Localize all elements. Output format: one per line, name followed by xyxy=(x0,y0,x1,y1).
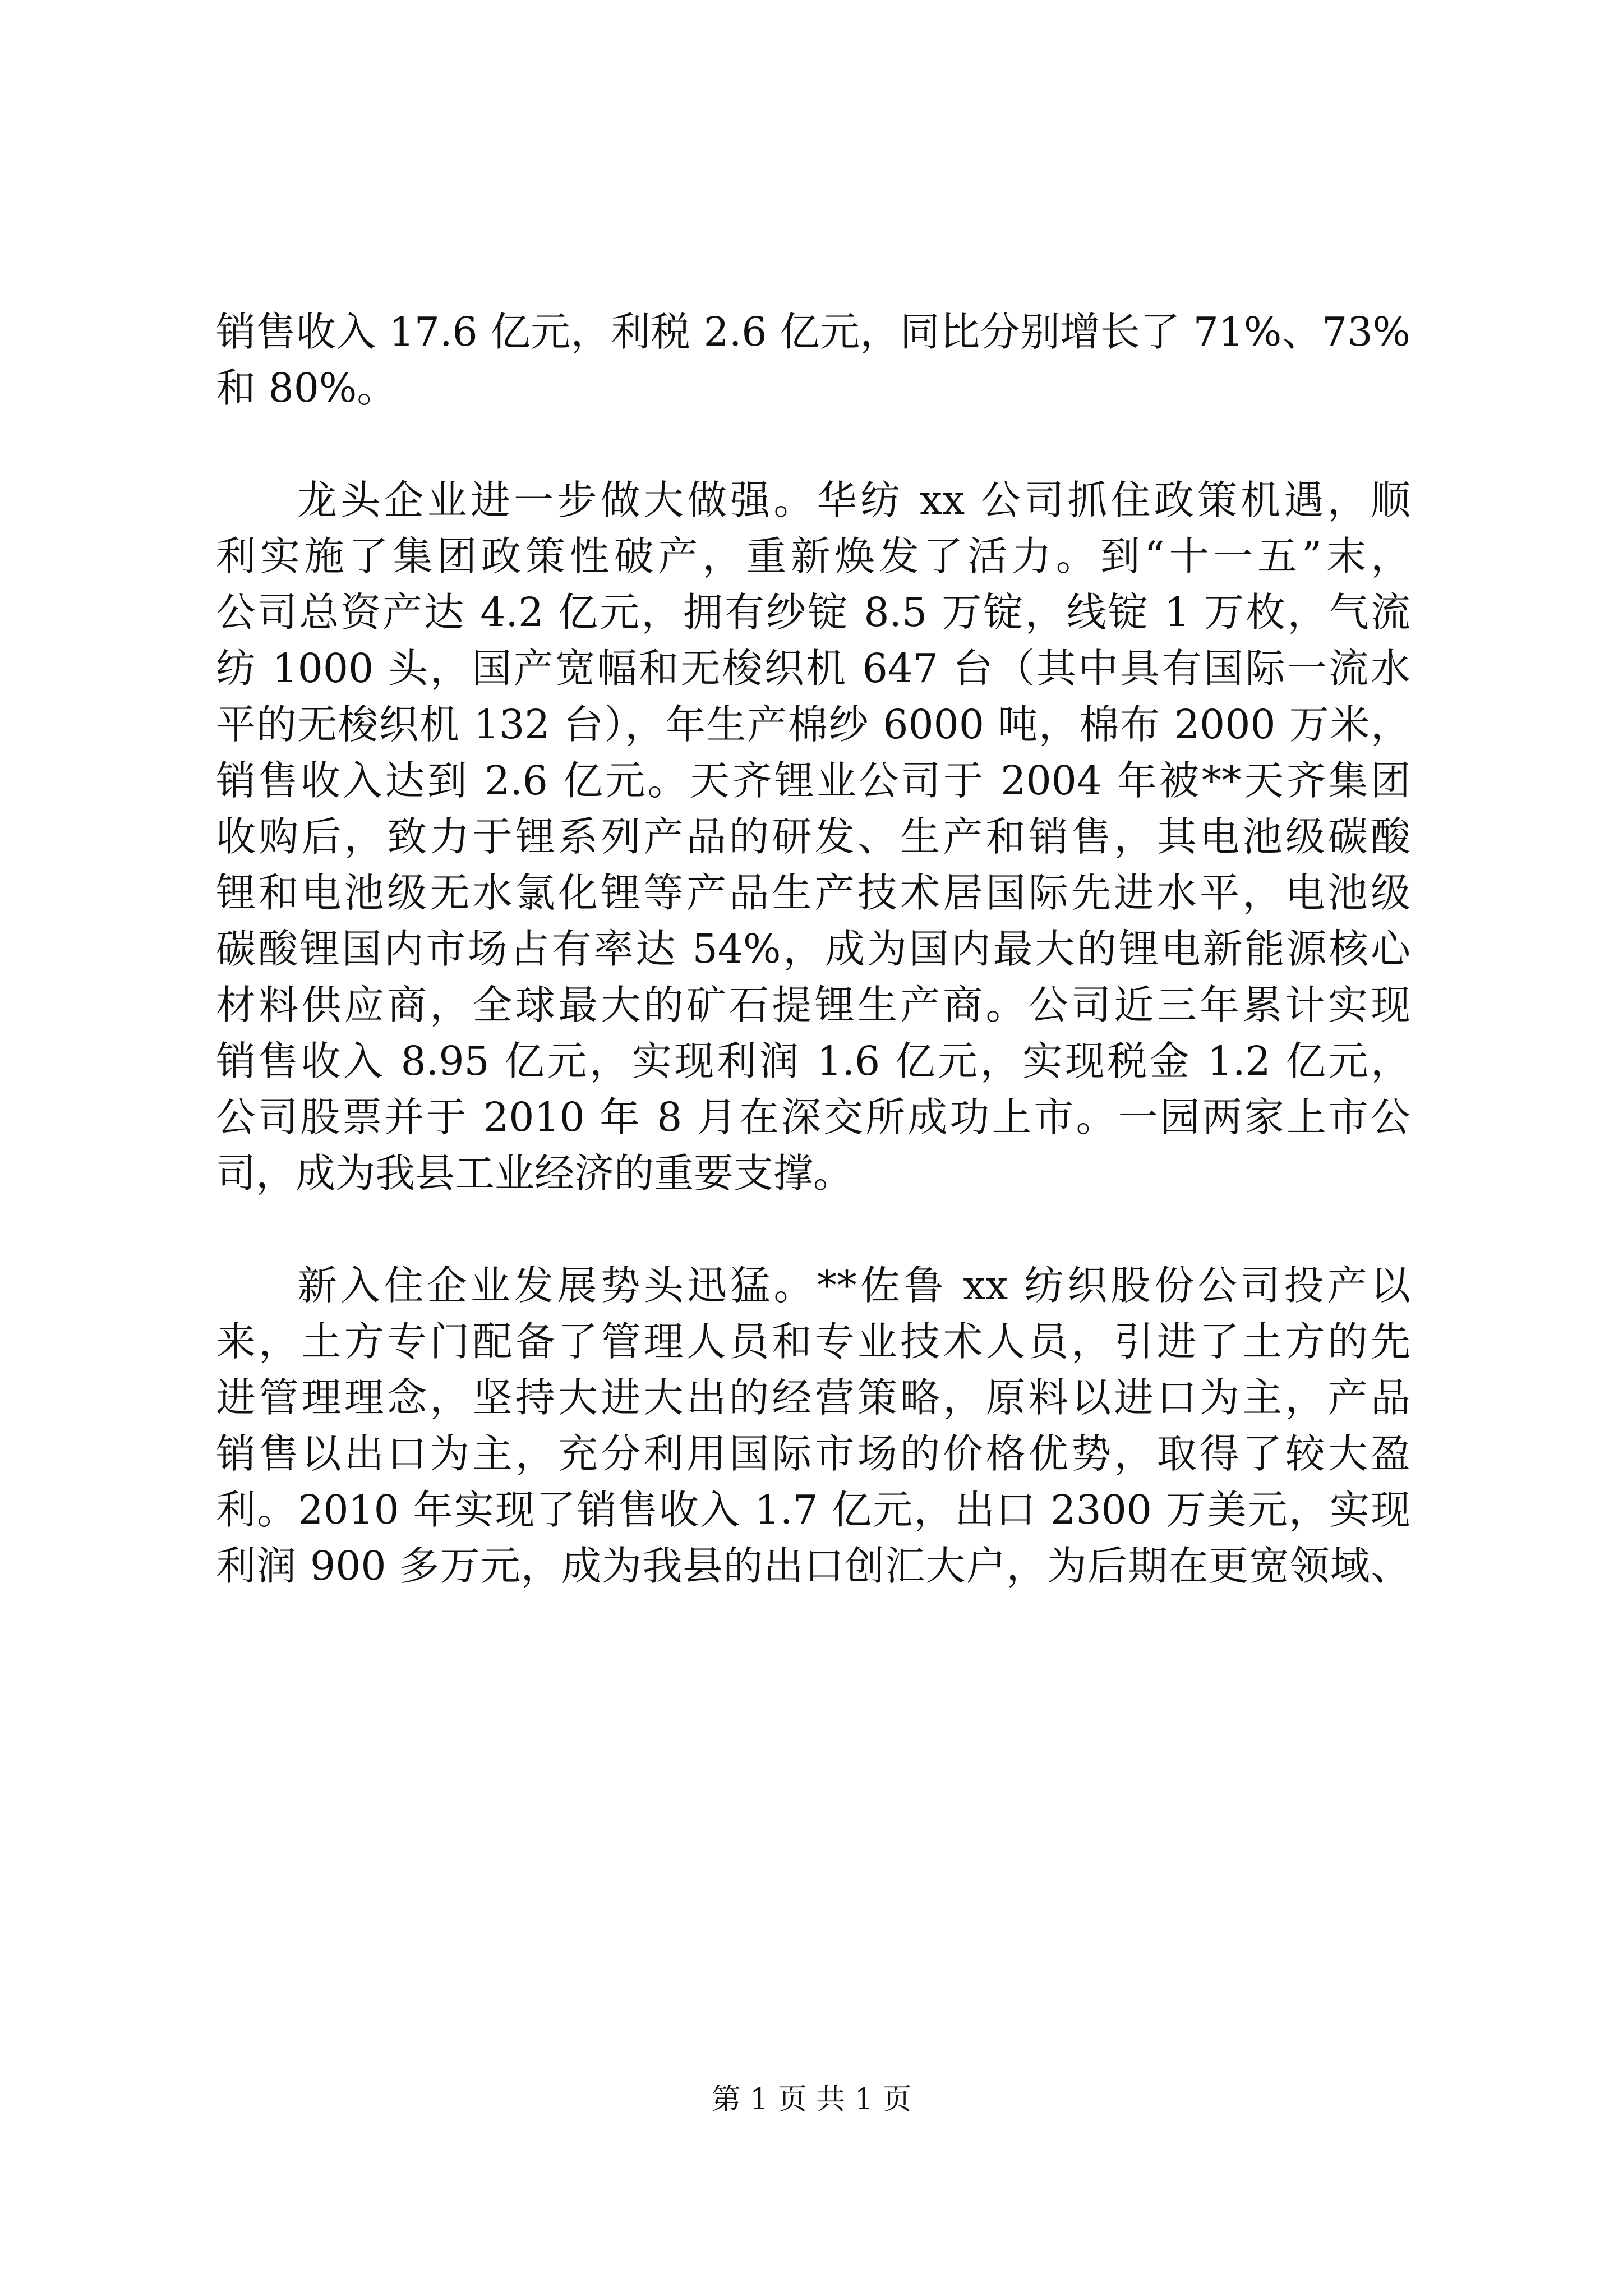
text-line: 收购后，致力于锂系列产品的研发、生产和销售，其电池级碳酸 xyxy=(216,813,1410,860)
text-line: 锂和电池级无水氯化锂等产品生产技术居国际先进水平，电池级 xyxy=(216,869,1410,916)
text-line: 材料供应商，全球最大的矿石提锂生产商。公司近三年累计实现 xyxy=(216,982,1410,1028)
text-line: 进管理理念，坚持大进大出的经营策略，原料以进口为主，产品 xyxy=(216,1374,1410,1421)
text-line: 利润 900 多万元，成为我县的出口创汇大户，为后期在更宽领域、 xyxy=(216,1543,1410,1589)
text-line: 龙头企业进一步做大做强。华纺 xx 公司抓住政策机遇，顺 xyxy=(297,477,1410,523)
text-line: 利。2010 年实现了销售收入 1.7 亿元，出口 2300 万美元，实现 xyxy=(216,1487,1410,1533)
text-line: 销售收入达到 2.6 亿元。天齐锂业公司于 2004 年被**天齐集团 xyxy=(216,757,1410,804)
text-line: 平的无梭织机 132 台），年生产棉纱 6000 吨，棉布 2000 万米， xyxy=(216,701,1410,748)
text-line: 公司股票并于 2010 年 8 月在深交所成功上市。一园两家上市公 xyxy=(216,1094,1410,1140)
text-line: 销售收入 8.95 亿元，实现利润 1.6 亿元，实现税金 1.2 亿元， xyxy=(216,1038,1410,1084)
page-number-footer: 第 1 页 共 1 页 xyxy=(711,2083,912,2116)
text-line: 来，土方专门配备了管理人员和专业技术人员，引进了土方的先 xyxy=(216,1318,1410,1365)
text-line: 碳酸锂国内市场占有率达 54%，成为国内最大的锂电新能源核心 xyxy=(216,926,1410,972)
text-line: 销售以出口为主，充分利用国际市场的价格优势，取得了较大盈 xyxy=(216,1430,1410,1477)
text-line: 司，成为我县工业经济的重要支撑。 xyxy=(216,1150,854,1197)
text-line: 新入住企业发展势头迅猛。**佐鲁 xx 纺织股份公司投产以 xyxy=(297,1262,1410,1309)
text-line: 和 80%。 xyxy=(216,365,397,411)
text-line: 公司总资产达 4.2 亿元，拥有纱锭 8.5 万锭，线锭 1 万枚，气流 xyxy=(216,589,1410,636)
text-line: 销售收入 17.6 亿元，利税 2.6 亿元，同比分别增长了 71%、73% xyxy=(216,309,1410,355)
text-line: 利实施了集团政策性破产，重新焕发了活力。到“十一五”末， xyxy=(216,533,1410,579)
text-line: 纺 1000 头，国产宽幅和无梭织机 647 台（其中具有国际一流水 xyxy=(216,645,1410,692)
